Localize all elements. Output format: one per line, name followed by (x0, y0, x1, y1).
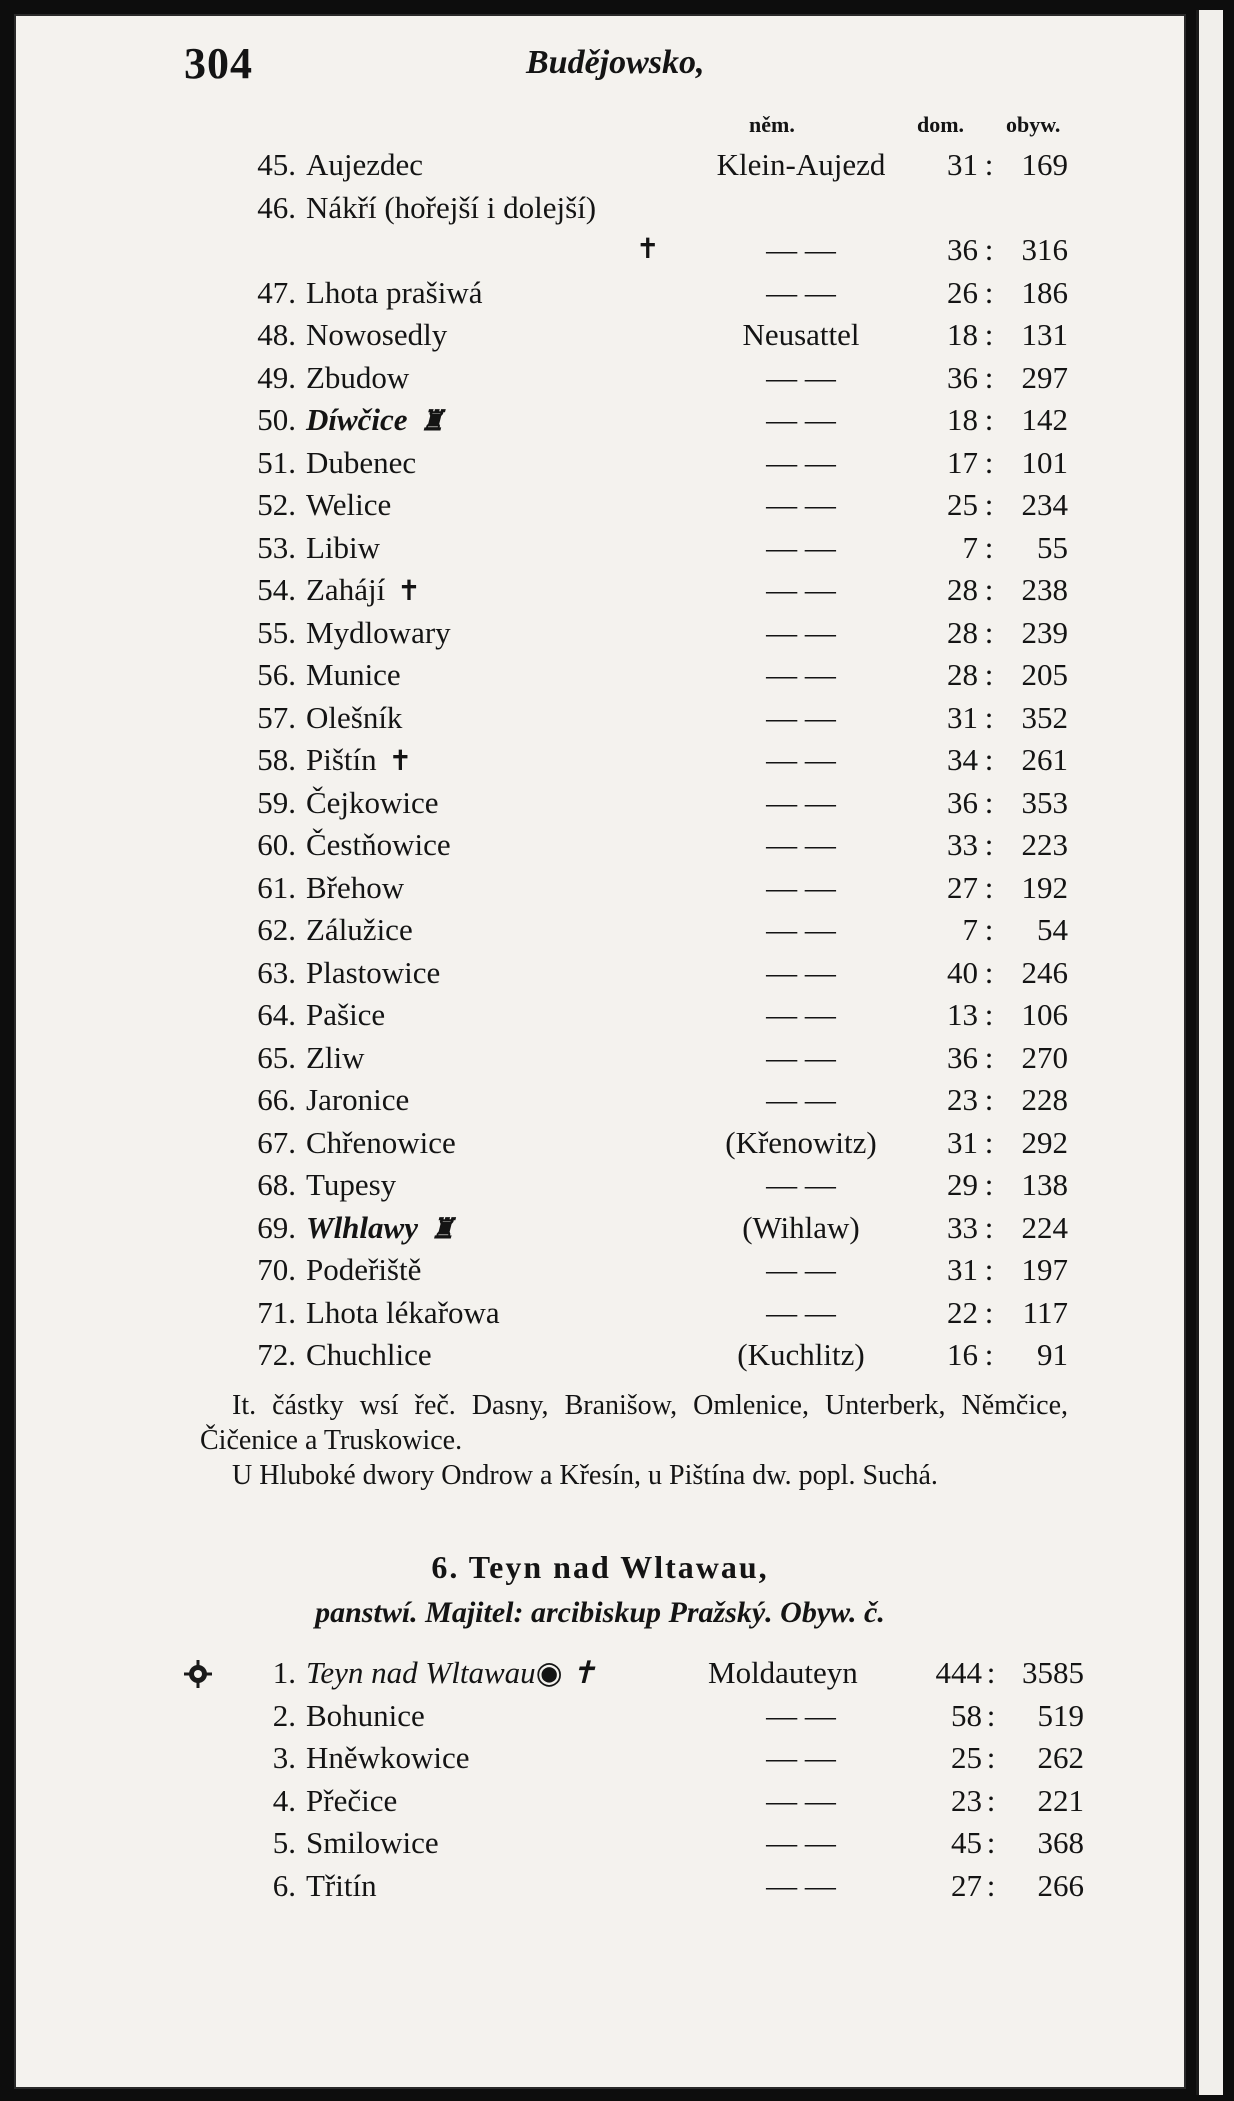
place-name: Třitín (306, 1867, 377, 1903)
place-name: Pištín ✝ (306, 739, 412, 784)
german-name: — — (766, 572, 836, 607)
houses-count: 28 (947, 614, 978, 650)
place-name: Jaronice (306, 1082, 410, 1117)
german-name: — — (766, 869, 836, 905)
place-name: Zahájí ✝ (306, 569, 421, 614)
separator: : (984, 1082, 994, 1117)
inhabitants-count: 266 (1037, 1867, 1084, 1903)
german-name: — — (766, 444, 836, 480)
place-name: Hněwkowice (306, 1740, 470, 1775)
table-row (16, 1037, 1184, 1080)
inhabitants-count: 131 (1021, 317, 1068, 352)
table-row (16, 442, 1184, 485)
houses-count: 13 (947, 997, 978, 1032)
book-page (14, 14, 1186, 2089)
running-title: Budějowsko, (526, 44, 705, 81)
entry-number: 61. (257, 869, 296, 905)
german-name: — — (766, 1825, 836, 1860)
inhabitants-count: 142 (1021, 402, 1068, 437)
houses-count: 27 (951, 1867, 982, 1903)
houses-count: 7 (962, 912, 978, 947)
place-name: Zbudow (306, 359, 410, 395)
german-name: — — (766, 1039, 836, 1075)
inhabitants-count: 519 (1037, 1697, 1084, 1733)
table-row (16, 1079, 1184, 1122)
place-name: Nowosedly (306, 317, 448, 352)
inhabitants-count: 186 (1021, 274, 1068, 310)
german-name: — — (766, 529, 836, 565)
inhabitants-count: 234 (1021, 487, 1068, 522)
houses-count: 23 (951, 1782, 982, 1818)
table-row (16, 1737, 1184, 1780)
entry-number: 64. (257, 997, 296, 1032)
entry-number: 52. (257, 487, 296, 522)
separator: : (984, 274, 994, 310)
german-name: — — (766, 784, 836, 820)
inhabitants-count: 197 (1021, 1252, 1068, 1287)
houses-count: 36 (947, 232, 978, 267)
inhabitants-count: 91 (1037, 1337, 1068, 1372)
place-name: Břehow (306, 869, 405, 905)
houses-count: 40 (947, 954, 978, 990)
column-header-houses: dom. (917, 112, 965, 137)
separator: : (984, 742, 994, 777)
separator: : (984, 869, 994, 905)
table-row (16, 484, 1184, 527)
entry-number: 46. (257, 189, 296, 225)
german-name: — — (766, 997, 836, 1032)
entry-number: 58. (257, 742, 296, 777)
german-name: — — (766, 232, 836, 267)
separator: : (984, 1337, 994, 1372)
german-name: Klein-Aujezd (716, 147, 886, 182)
separator: : (984, 1294, 994, 1330)
entry-number: 69. (257, 1209, 296, 1245)
separator: : (984, 1209, 994, 1245)
place-name: Tupesy (306, 1167, 397, 1202)
separator: : (984, 487, 994, 522)
separator: : (986, 1697, 996, 1733)
inhabitants-count: 55 (1037, 529, 1068, 565)
village-table (16, 144, 1184, 1377)
german-name: — — (766, 827, 836, 862)
inhabitants-count: 353 (1021, 784, 1068, 820)
page-number: 304 (184, 39, 253, 88)
separator: : (984, 232, 994, 267)
inhabitants-count: 316 (1021, 232, 1068, 267)
entry-number: 48. (257, 317, 296, 352)
german-name: — — (766, 1167, 836, 1202)
place-name: Bohunice (306, 1697, 425, 1733)
houses-count: 45 (951, 1825, 982, 1860)
entry-number: 65. (257, 1039, 296, 1075)
place-name: Zliw (306, 1039, 365, 1075)
inhabitants-count: 270 (1021, 1039, 1068, 1075)
separator: : (984, 954, 994, 990)
entry-number: 66. (257, 1082, 296, 1117)
entry-number: 55. (257, 614, 296, 650)
houses-count: 33 (947, 1209, 978, 1245)
inhabitants-count: 262 (1037, 1740, 1084, 1775)
place-name: Libiw (306, 529, 381, 565)
german-name: — — (766, 359, 836, 395)
inhabitants-count: 297 (1021, 359, 1068, 395)
inhabitants-count: 221 (1037, 1782, 1084, 1818)
german-name: — — (766, 274, 836, 310)
section-subtitle: panstwí. Majitel: arcibiskup Pražský. Obyw. č. (315, 1596, 885, 1629)
entry-number: 1. (272, 1655, 296, 1690)
place-name: Aujezdec (306, 147, 424, 182)
german-name: Moldauteyn (708, 1655, 858, 1690)
place-name: Přečice (306, 1782, 398, 1818)
inhabitants-count: 239 (1021, 614, 1068, 650)
houses-count: 25 (951, 1740, 982, 1775)
table-row (16, 782, 1184, 825)
houses-count: 26 (947, 274, 978, 310)
entry-number: 3. (272, 1740, 296, 1775)
entry-number: 68. (257, 1167, 296, 1202)
houses-count: 31 (947, 1124, 978, 1160)
table-row (16, 1865, 1184, 1908)
inhabitants-count: 106 (1021, 997, 1068, 1032)
place-name: Smilowice (306, 1825, 439, 1860)
houses-count: 36 (947, 359, 978, 395)
separator: : (984, 1039, 994, 1075)
separator: : (984, 699, 994, 735)
german-name: — — (766, 1740, 836, 1775)
inhabitants-count: 205 (1021, 657, 1068, 692)
separator: : (984, 784, 994, 820)
inhabitants-count: 228 (1021, 1082, 1068, 1117)
german-name: — — (766, 1252, 836, 1287)
table-row (16, 739, 1184, 782)
german-name: (Křenowitz) (725, 1124, 877, 1160)
entry-number: 71. (257, 1294, 296, 1330)
map-symbol-icon: ♜ (419, 406, 445, 437)
map-symbol-icon: ✝ (636, 234, 660, 265)
place-name: Chřenowice (306, 1124, 456, 1160)
entry-number: 59. (257, 784, 296, 820)
houses-count: 28 (947, 572, 978, 607)
table-row (16, 909, 1184, 952)
houses-count: 29 (947, 1167, 978, 1202)
houses-count: 22 (947, 1294, 978, 1330)
inhabitants-count: 352 (1021, 699, 1068, 735)
separator: : (984, 572, 994, 607)
german-name: — — (766, 614, 836, 650)
entry-number: 2. (272, 1697, 296, 1733)
place-name: Mydlowary (306, 614, 451, 650)
separator: : (986, 1867, 996, 1903)
place-name: Pašice (306, 997, 386, 1032)
german-name: Neusattel (742, 317, 860, 352)
place-name: Lhota prašiwá (306, 274, 483, 310)
entry-number: 5. (272, 1825, 296, 1860)
entry-number: 51. (257, 444, 296, 480)
entry-number: 4. (272, 1782, 296, 1818)
column-header-german: něm. (749, 112, 795, 137)
houses-count: 31 (947, 1252, 978, 1287)
place-name: Teyn nad Wltawau◉ ✝ (306, 1655, 597, 1690)
table-row (16, 527, 1184, 570)
table-row (16, 1249, 1184, 1292)
place-name: Čejkowice (306, 784, 439, 820)
separator: : (984, 1252, 994, 1287)
german-name: — — (766, 742, 836, 777)
entry-number: 54. (257, 572, 296, 607)
place-name: Plastowice (306, 954, 441, 990)
table-row (16, 824, 1184, 867)
table-row (16, 867, 1184, 910)
table-row (16, 569, 1184, 612)
houses-count: 31 (947, 699, 978, 735)
entry-number: 67. (257, 1124, 296, 1160)
table-row (16, 654, 1184, 697)
houses-count: 18 (947, 317, 978, 352)
houses-count: 33 (947, 827, 978, 862)
table-row (16, 187, 1184, 230)
place-name: Wlhlawy ♜ (306, 1207, 455, 1252)
separator: : (984, 529, 994, 565)
inhabitants-count: 54 (1037, 912, 1068, 947)
inhabitants-count: 138 (1021, 1167, 1068, 1202)
houses-count: 34 (947, 742, 978, 777)
separator: : (984, 827, 994, 862)
table-row (16, 994, 1184, 1037)
separator: : (986, 1825, 996, 1860)
place-name: Podeřiště (306, 1252, 422, 1287)
table-row (16, 1334, 1184, 1377)
houses-count: 28 (947, 657, 978, 692)
table-row (16, 1780, 1184, 1823)
inhabitants-count: 246 (1021, 954, 1068, 990)
german-name: — — (766, 1782, 836, 1818)
inhabitants-count: 3585 (1022, 1655, 1084, 1690)
german-name: (Wihlaw) (742, 1209, 860, 1245)
place-name: Chuchlice (306, 1337, 432, 1372)
map-symbol-icon: ◉ ✝ (535, 1655, 597, 1690)
table-row (16, 357, 1184, 400)
inhabitants-count: 238 (1021, 572, 1068, 607)
entry-number: 50. (257, 402, 296, 437)
table-row (16, 1292, 1184, 1335)
entry-number: 57. (257, 699, 296, 735)
table-row (16, 952, 1184, 995)
table-row (16, 1164, 1184, 1207)
entry-number: 72. (257, 1337, 296, 1372)
german-name: — — (766, 1294, 836, 1330)
place-name: Díwčice ♜ (306, 399, 445, 444)
houses-count: 444 (935, 1655, 982, 1690)
place-name: Munice (306, 657, 401, 692)
entry-number: 53. (257, 529, 296, 565)
separator: : (986, 1740, 996, 1775)
place-name: Nákří (hořejší i dolejší) (306, 189, 597, 225)
inhabitants-count: 192 (1021, 869, 1068, 905)
table-row (16, 1652, 1184, 1695)
map-symbol-icon: ✝ (397, 576, 421, 607)
separator: : (986, 1655, 996, 1690)
map-symbol-icon: ♜ (429, 1213, 456, 1245)
houses-count: 31 (947, 147, 978, 182)
table-row (16, 1207, 1184, 1250)
houses-count: 25 (947, 487, 978, 522)
page-header (16, 38, 1184, 98)
table-row (16, 229, 1184, 272)
place-name: Dubenec (306, 444, 417, 480)
table-row (16, 399, 1184, 442)
inhabitants-count: 101 (1021, 444, 1068, 480)
german-name: (Kuchlitz) (737, 1337, 865, 1372)
note-parts: It. částky wsí řeč. Dasny, Branišow, Omlenice, Unterberk, Němčice, Čičenice a Truskowice. (200, 1390, 1068, 1456)
entry-number: 45. (257, 147, 296, 182)
houses-count: 36 (947, 784, 978, 820)
inhabitants-count: 292 (1021, 1124, 1068, 1160)
separator: : (984, 147, 994, 182)
table-row (16, 314, 1184, 357)
entry-number: 62. (257, 912, 296, 947)
entry-number: 47. (257, 274, 296, 310)
inhabitants-count: 261 (1021, 742, 1068, 777)
table-row (16, 612, 1184, 655)
houses-count: 16 (947, 1337, 978, 1372)
section-title: 6. Teyn nad Wltawau, (431, 1549, 769, 1585)
german-name: — — (766, 1082, 836, 1117)
houses-count: 23 (947, 1082, 978, 1117)
separator: : (984, 657, 994, 692)
map-symbol-icon: ✝ (388, 746, 413, 777)
inhabitants-count: 368 (1037, 1825, 1084, 1860)
place-name: Olešník (306, 699, 403, 735)
separator: : (984, 912, 994, 947)
separator: : (984, 1167, 994, 1202)
column-header-inhabitants: obyw. (1006, 112, 1061, 137)
inhabitants-count: 117 (1022, 1294, 1068, 1330)
table-row (16, 1695, 1184, 1738)
inhabitants-count: 224 (1021, 1209, 1068, 1245)
separator: : (984, 997, 994, 1032)
houses-count: 7 (962, 529, 978, 565)
separator: : (984, 614, 994, 650)
german-name: — — (766, 487, 836, 522)
german-name: — — (766, 402, 836, 437)
houses-count: 17 (947, 444, 978, 480)
estate-table (16, 1652, 1184, 1907)
separator: : (984, 444, 994, 480)
german-name: — — (766, 1697, 836, 1733)
table-row (16, 1122, 1184, 1165)
german-name: — — (766, 954, 836, 990)
houses-count: 36 (947, 1039, 978, 1075)
entry-number: 49. (257, 359, 296, 395)
entry-number: 60. (257, 827, 296, 862)
german-name: — — (766, 1867, 836, 1903)
separator: : (984, 317, 994, 352)
place-name: Čestňowice (306, 827, 451, 862)
houses-count: 27 (947, 869, 978, 905)
houses-count: 18 (947, 402, 978, 437)
table-row (16, 144, 1184, 187)
entry-number: 63. (257, 954, 296, 990)
separator: : (984, 1124, 994, 1160)
separator: : (984, 359, 994, 395)
separator: : (986, 1782, 996, 1818)
table-row (16, 272, 1184, 315)
table-row (16, 1822, 1184, 1865)
table-row (16, 697, 1184, 740)
note-courts: U Hluboké dwory Ondrow a Křesín, u Pištína dw. popl. Suchá. (232, 1460, 938, 1491)
place-name: Zálužice (306, 912, 413, 947)
german-name: — — (766, 912, 836, 947)
german-name: — — (766, 699, 836, 735)
entry-number: 56. (257, 657, 296, 692)
entry-number: 6. (272, 1867, 296, 1903)
houses-count: 58 (951, 1697, 982, 1733)
adjacent-page-edge (1196, 10, 1223, 2095)
inhabitants-count: 169 (1021, 147, 1068, 182)
entry-number: 70. (257, 1252, 296, 1287)
place-name: Welice (306, 487, 392, 522)
separator: : (984, 402, 994, 437)
german-name: — — (766, 657, 836, 692)
inhabitants-count: 223 (1021, 827, 1068, 862)
place-name: Lhota lékařowa (306, 1294, 500, 1330)
